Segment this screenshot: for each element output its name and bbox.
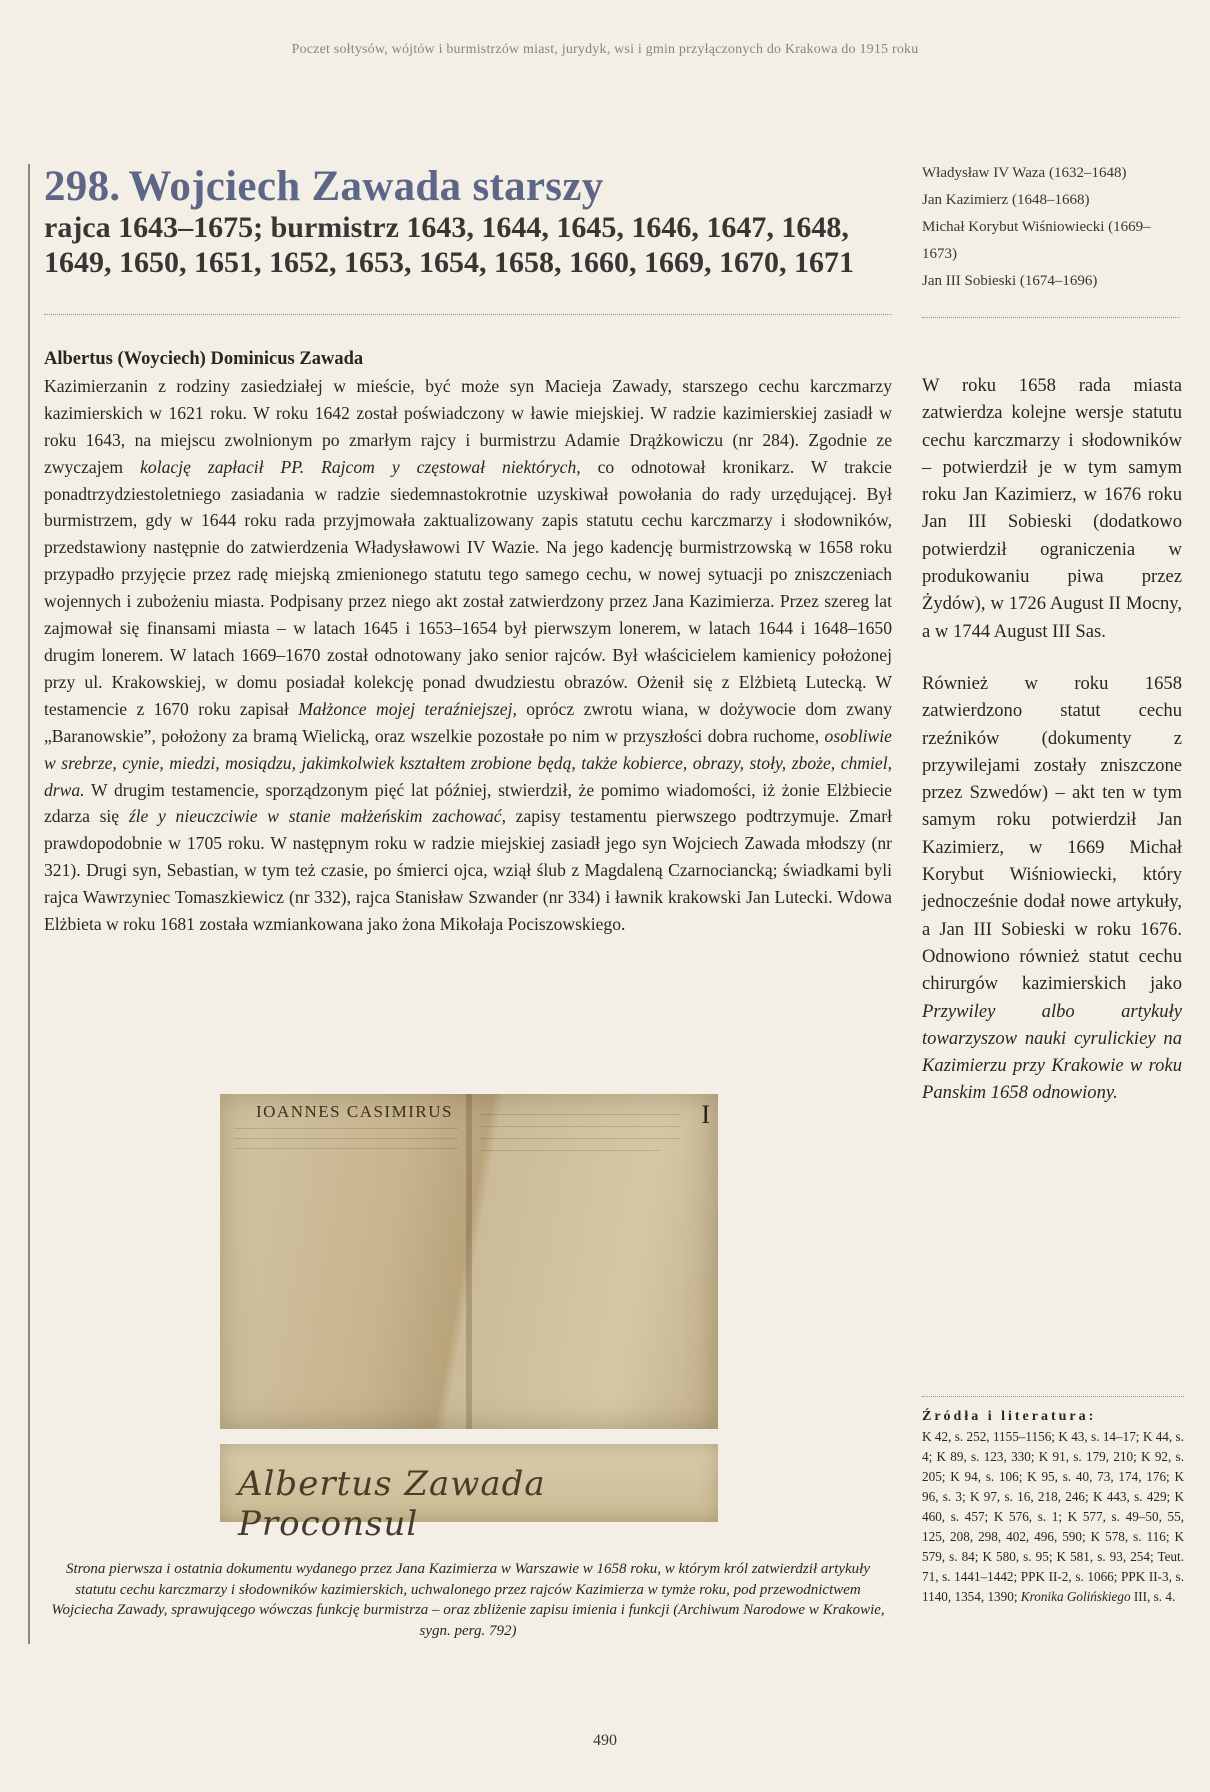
sidebar-divider <box>922 317 1180 318</box>
note-quote: Przywiley albo artykuły towarzyszow nauki cyrulickiey na Kazimierzu przy Krakowie w roku Panskim 1658 odnowiony. <box>922 1000 1182 1104</box>
sidebar-note: W roku 1658 rada miasta zatwierdza kolejne wersje statutu cechu karczmarzy i słodowników – potwierdził je w tym samym roku Jan Kazimierz, w 1676 roku Jan III Sobieski (dodatkowo potwierdził ograniczenia w produkowaniu piwa przez Żydów), w 1726 August II Mocny, a w 1744 August III Sas. <box>922 375 1182 642</box>
sidebar-note <box>922 670 1182 1107</box>
manuscript-line <box>480 1126 680 1127</box>
running-head: Poczet sołtysów, wójtów i burmistrzów miast, jurydyk, wsi i gmin przyłączonych do Krakowa do 1915 roku <box>291 42 919 57</box>
latin-name: Albertus (Woyciech) Dominicus Zawada <box>44 349 364 369</box>
title-divider <box>44 314 892 315</box>
manuscript-line <box>234 1128 458 1129</box>
sources-divider <box>922 1396 1184 1397</box>
sources-block <box>922 1396 1184 1607</box>
bio-part: Kazimierzanin z rodziny zasiedziałej w mieście, być może syn Macieja Zawady, starszego cechu karczmarzy kazimierskich w 1621 roku. W roku 1642 został poświadczony w ławie miejskiej. W radzie kazimierskiej zasiadł w roku 1643, na miejscu zwolnionym po zmarłym rajcy i burmistrzu Adamie Drążkowiczu (nr 284). Zgodnie ze zwyczajem <box>44 375 892 477</box>
manuscript-roman-numeral: I <box>701 1100 710 1129</box>
bio-quote: osobliwie w srebrze, cynie, miedzi, mosiądzu, jakimkolwiek kształtem zrobione będą, także kobierce, obrazy, stoły, zboże, chmiel, drwa. <box>44 725 892 800</box>
document-photo <box>220 1094 718 1429</box>
ruler-item: Michał Korybut Wiśniowiecki (1669–1673) <box>922 219 1151 262</box>
signature-closeup <box>220 1444 718 1544</box>
signature-text: Albertus Zawada Proconsul <box>238 1464 546 1544</box>
bio-quote: Małżonce mojej teraźniejszej, <box>298 698 517 719</box>
bio-quote: źle y nieuczciwie w stanie małżeńskim zachować, <box>128 806 506 827</box>
main-column <box>28 164 898 1644</box>
manuscript-line <box>480 1138 680 1139</box>
manuscript-line <box>234 1148 458 1149</box>
entry-offices: rajca 1643–1675; burmistrz 1643, 1644, 1645, 1646, 1647, 1648, 1649, 1650, 1651, 1652, 1653, 1654, 1658, 1660, 1669, 1670, 1671 <box>44 211 854 279</box>
figure-caption: Strona pierwsza i ostatnia dokumentu wydanego przez Jana Kazimierza w Warszawie w 1658 roku, w którym król zatwierdził artykuły statutu cechu karczmarzy i słodowników kazimierskich, uchwalonego przez rajców Kazimierza w tymże roku, pod przewodnictwem Wojciecha Zawady, sprawującego wówczas funkcję burmistrza – oraz zbliżenie zapisu imienia i funkcji (Archiwum Narodowe w Krakowie, sygn. perg. 792) <box>51 1561 885 1639</box>
sources-title: Kronika Golińskiego <box>1020 1589 1131 1604</box>
ruler-item: Jan III Sobieski (1674–1696) <box>922 273 1098 289</box>
sources-list-end: III, s. 4. <box>1130 1589 1176 1604</box>
manuscript-line <box>480 1150 660 1151</box>
sources-heading: Źródła i literatura: <box>922 1409 1097 1424</box>
entry-name: Wojciech Zawada starszy <box>128 163 604 210</box>
manuscript-line <box>480 1114 680 1115</box>
entry-number: 298. <box>44 163 121 210</box>
sources-text <box>922 1427 1184 1607</box>
note-text: Również w roku 1658 zatwierdzono statut cechu rzeźników (dokumenty z przywilejami zostały zniszczone przez Szwedów) – akt ten w tym samym roku potwierdził Jan Kazimierz, w 1669 Michał Korybut Wiśniowiecki, który jednocześnie dodał nowe artykuły, a Jan III Sobieski w roku 1676. Odnowiono również statut cechu chirurgów kazimierskich jako <box>922 672 1182 995</box>
manuscript-heading: IOANNES CASIMIRUS <box>256 1102 453 1121</box>
sidebar <box>922 160 1182 1107</box>
ruler-item: Władysław IV Waza (1632–1648) <box>922 165 1127 181</box>
bio-part: co odnotował kronikarz. W trakcie ponadtrzydziestoletniego zasiadania w radzie siedemnastokrotnie uzyskiwał powołania do rady urzędującej. Był burmistrzem, gdy w 1644 roku rada przyjmowała zaktualizowany zapis statutu cechu karczmarzy i słodowników, przedstawiony następnie do zatwierdzenia Władysławowi IV Wazie. Na jego kadencję burmistrzowską w 1658 roku przypadło przyjęcie przez radę miejską zmienionego statutu tego samego cechu, w nowej sytuacji po zniszczeniach wojennych i zubożeniu miasta. Podpisany przez niego akt został zatwierdzony przez Jana Kazimierza. Przez szereg lat zajmował się finansami miasta – w latach 1645 i 1653–1654 był pierwszym lonerem, w latach 1644 i 1648–1650 drugim lonerem. W latach 1669–1670 został odnotowany jako senior rajców. Był właścicielem kamienicy położonej przy ul. Krakowskiej, w domu posiadał kolekcję ponad dwudziestu obrazów. Ożenił się z Elżbietą Lutecką. W testamencie z 1670 roku zapisał <box>44 456 892 719</box>
entry-title <box>44 164 898 210</box>
bio-part: zapisy testamentu pierwszego podtrzymuje. Zmarł prawdopodobnie w 1705 roku. W następnym roku w radzie miejskiej zasiadł jego syn Wojciech Zawada młodszy (nr 321). Drugi syn, Sebastian, w tym też czasie, po śmierci ojca, wziął ślub z Magdaleną Czarnociancką; świadkami byli rajca Wawrzyniec Tomaszkiewicz (nr 332), rajca Stanisław Szwander (nr 334) i ławnik krakowski Jan Lutecki. Wdowa Elżbieta w roku 1681 została wzmiankowana jako żona Mikołaja Pociszowskiego. <box>44 806 892 935</box>
manuscript-line <box>234 1138 458 1139</box>
bio-part: W drugim testamencie, sporządzonym pięć lat później, stwierdził, że pomimo wiadomości, iż żonie Elżbiecie zdarza się <box>44 779 892 827</box>
biography-text <box>44 373 892 938</box>
rulers-list <box>922 160 1182 295</box>
bio-part: oprócz zwrotu wiana, w dożywocie dom zwany „Baranowskie”, położony za bramą Wielicką, oraz wszelkie pozostałe po nim w przyszłości dobra ruchome, <box>44 698 892 746</box>
bio-quote: kolację zapłacił PP. Rajcom y częstował niektórych, <box>140 456 581 477</box>
page-number: 490 <box>593 1732 617 1749</box>
ruler-item: Jan Kazimierz (1648–1668) <box>922 192 1090 208</box>
sources-list: K 42, s. 252, 1155–1156; K 43, s. 14–17; K 44, s. 4; K 89, s. 123, 330; K 91, s. 179, 210; K 92, s. 205; K 94, s. 106; K 95, s. 40, 73, 174, 176; K 96, s. 3; K 97, s. 16, 218, 246; K 443, s. 429; K 460, s. 457; K 576, s. 1; K 577, s. 49–50, 55, 125, 208, 298, 402, 496, 590; K 578, s. 116; K 579, s. 84; K 580, s. 95; K 581, s. 93, 254; Teut. 71, s. 1441–1442; PPK II-2, s. 1066; PPK II-3, s. 1140, 1354, 1390; <box>922 1429 1184 1604</box>
document-fold <box>466 1094 472 1429</box>
entry-body <box>44 346 892 938</box>
entry-title-block <box>30 164 898 280</box>
